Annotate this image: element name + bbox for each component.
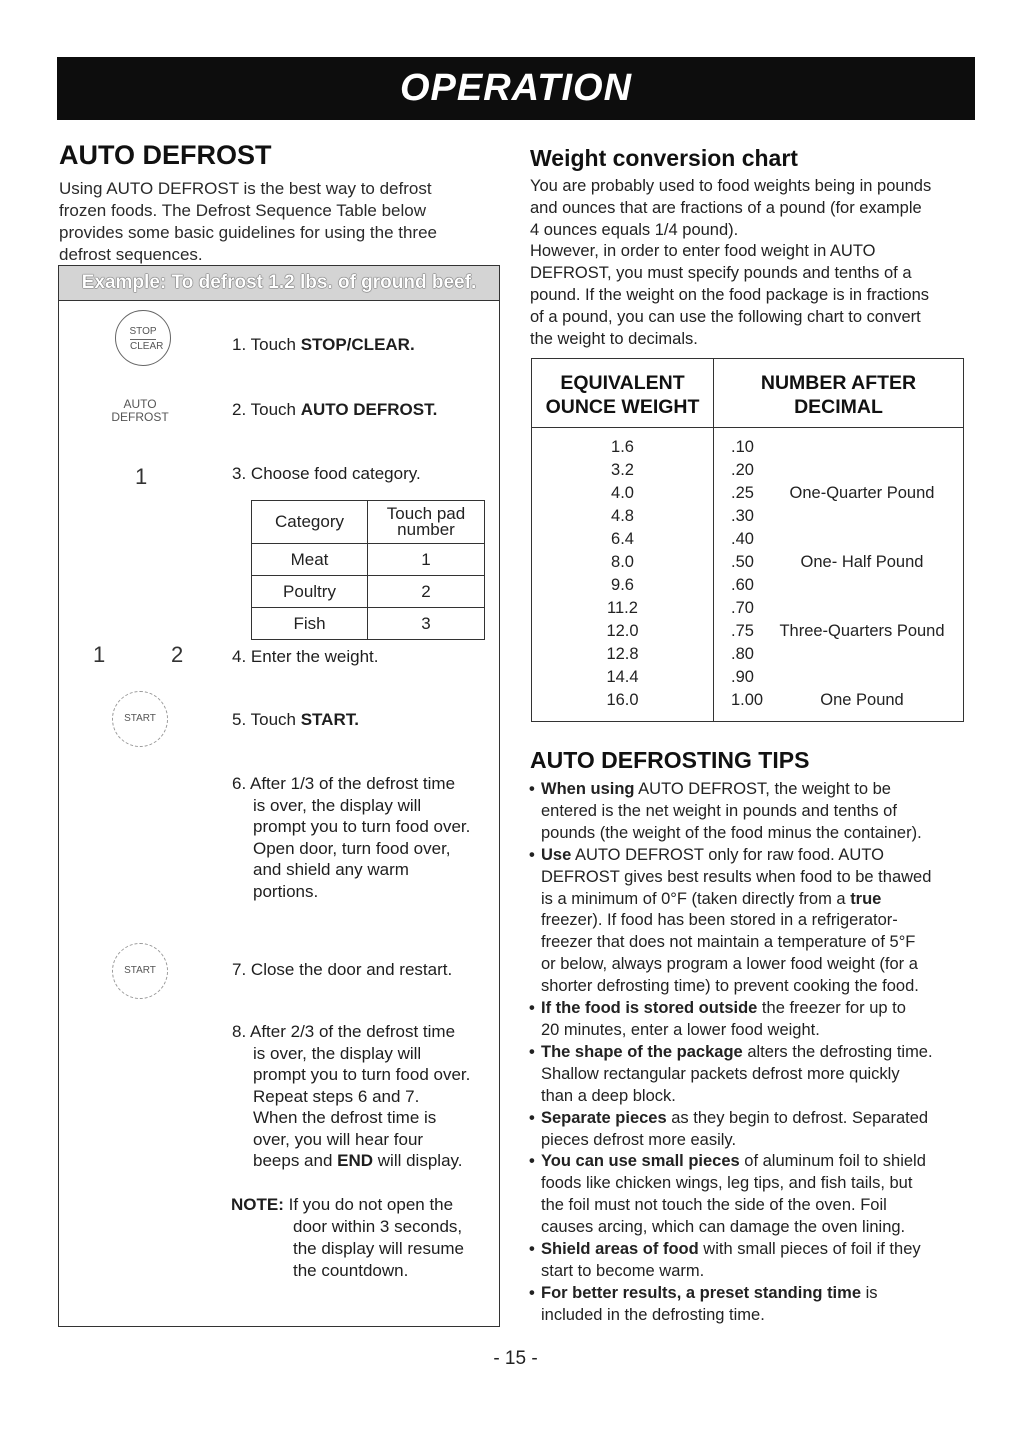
table-row	[532, 645, 963, 668]
example-header: Example: To defrost 1.2 lbs. of ground beef.	[59, 266, 499, 301]
weight-chart-intro: You are probably used to food weights being in pounds and ounces that are fractions of a pound (for example 4 ounces equals 1/4 pound). However, in order to enter food weight in AUTO DEFROST, you must specify pounds and tenths of a pound. If the weight on the food package is in fractions of a pound, you can use the following chart to convert the weight to decimals.	[530, 177, 932, 348]
decimal-header: NUMBER AFTER DECIMAL	[760, 372, 917, 418]
tip-item: • For better results, a preset standing time is included in the defrosting time.	[529, 1283, 974, 1327]
row-oz: 6.4	[611, 530, 634, 548]
tips-list	[529, 779, 974, 1327]
tip-item: • Use AUTO DEFROST only for raw food. AUTO DEFROST gives best results when food to be thawed is a minimum of 0°F (taken directly from a true freezer). If food has been stored in a refrigerator- freezer that does not maintain a temperature of 5°F or below, always program a lower food weight (for a shorter defrosting time) to prevent cooking the food.	[529, 845, 974, 998]
table-row	[532, 553, 963, 576]
number-2-icon: 2	[171, 642, 184, 667]
table-row	[532, 668, 963, 691]
row-dec: .40	[731, 530, 754, 548]
table-body	[532, 438, 963, 714]
step-3: 3. Choose food category.	[232, 464, 421, 483]
row-dec: .30	[731, 507, 754, 525]
number-1-icon: 1	[135, 464, 148, 489]
table-header	[532, 359, 963, 428]
row-desc: One- Half Pound	[800, 553, 924, 571]
row-dec: .90	[731, 668, 754, 686]
table-row	[532, 461, 963, 484]
tip-item: • When using AUTO DEFROST, the weight to be entered is the net weight in pounds and tenths of pounds (the weight of the food minus the container).	[529, 779, 974, 845]
table-row	[532, 507, 963, 530]
tip-item: • Shield areas of food with small pieces of foil if they start to become warm.	[529, 1239, 974, 1283]
row-dec: .20	[731, 461, 754, 479]
tips-title: AUTO DEFROSTING TIPS	[530, 747, 810, 773]
row-desc: One Pound	[820, 691, 904, 709]
table-row	[532, 438, 963, 461]
table-row	[532, 622, 963, 645]
row-dec: .10	[731, 438, 754, 456]
row-dec: .50	[731, 553, 754, 571]
row-oz: 4.8	[611, 507, 634, 525]
table-row	[532, 576, 963, 599]
row-dec: .80	[731, 645, 754, 663]
tip-item: • If the food is stored outside the freezer for up to 20 minutes, enter a lower food weight.	[529, 998, 974, 1042]
table-row	[532, 691, 963, 714]
row-desc: One-Quarter Pound	[789, 484, 935, 502]
touch-pad-header: Touch pad number	[368, 501, 485, 544]
table-row: Meat 1	[252, 544, 485, 576]
step-2: 2. Touch AUTO DEFROST.	[232, 400, 438, 419]
row-dec: .75	[731, 622, 754, 640]
step-5: 5. Touch START.	[232, 710, 359, 729]
step-7: 7. Close the door and restart.	[232, 960, 453, 979]
table-row	[532, 530, 963, 553]
ounce-weight-header: EQUIVALENT OUNCE WEIGHT	[545, 372, 700, 418]
row-oz: 14.4	[606, 668, 639, 686]
row-dec: .60	[731, 576, 754, 594]
row-dec: .25	[731, 484, 754, 502]
stop-clear-icon	[115, 310, 171, 366]
row-oz: 12.8	[606, 645, 639, 663]
weight-chart-title: Weight conversion chart	[530, 145, 798, 171]
header-title: OPERATION	[399, 67, 633, 109]
tip-item: • You can use small pieces of aluminum foil to shield foods like chicken wings, leg tips, and fish tails, but the foil must not touch the side of the oven. Foil causes arcing, which can damage the oven lining.	[529, 1151, 974, 1239]
table-row	[532, 599, 963, 622]
example-box	[58, 265, 500, 1327]
tip-item: • Separate pieces as they begin to defrost. Separated pieces defrost more easily.	[529, 1108, 974, 1152]
note: NOTE: If you do not open the door within 3 seconds, the display will resume the countdown.	[231, 1195, 465, 1280]
table-row: Fish 3	[252, 608, 485, 640]
tip-item: • The shape of the package alters the defrosting time. Shallow rectangular packets defrost more quickly than a deep block.	[529, 1042, 974, 1108]
row-oz: 8.0	[611, 553, 634, 571]
row-oz: 9.6	[611, 576, 634, 594]
row-dec: .70	[731, 599, 754, 617]
row-dec: 1.00	[731, 691, 764, 709]
auto-defrost-intro: Using AUTO DEFROST is the best way to defrost frozen foods. The Defrost Sequence Table below provides some basic guidelines for using the three defrost sequences.	[59, 179, 437, 264]
row-desc: Three-Quarters Pound	[779, 622, 945, 640]
row-oz: 12.0	[606, 622, 639, 640]
start-icon: START	[112, 691, 168, 747]
clear-label: CLEAR	[130, 341, 164, 352]
table-row: Poultry 2	[252, 576, 485, 608]
step-1: 1. Touch STOP/CLEAR.	[232, 335, 415, 354]
row-oz: 1.6	[611, 438, 634, 456]
row-oz: 11.2	[607, 599, 638, 617]
auto-defrost-title: AUTO DEFROST	[59, 140, 272, 170]
page-number: - 15 -	[493, 1348, 538, 1369]
start-icon: START	[112, 943, 168, 999]
number-1-icon: 1	[93, 642, 106, 667]
category-table	[251, 500, 485, 640]
table-row	[532, 484, 963, 507]
weight-conversion-table	[531, 358, 964, 722]
row-oz: 4.0	[611, 484, 634, 502]
step-6: 6. After 1/3 of the defrost time is over, the display will prompt you to turn food over. Open door, turn food over, and shield any warm portions.	[232, 774, 471, 901]
step-4: 4. Enter the weight.	[232, 647, 379, 666]
row-oz: 16.0	[606, 691, 639, 709]
category-header: Category	[252, 501, 368, 544]
row-oz: 3.2	[611, 461, 634, 479]
auto-defrost-pad-icon: AUTO DEFROST	[111, 397, 169, 424]
stop-label: STOP	[129, 326, 157, 337]
step-8: 8. After 2/3 of the defrost time is over, the display will prompt you to turn food over. Repeat steps 6 and 7. When the defrost time is over, you will hear four beeps and END will display.	[232, 1022, 471, 1170]
operation-header	[57, 57, 975, 120]
